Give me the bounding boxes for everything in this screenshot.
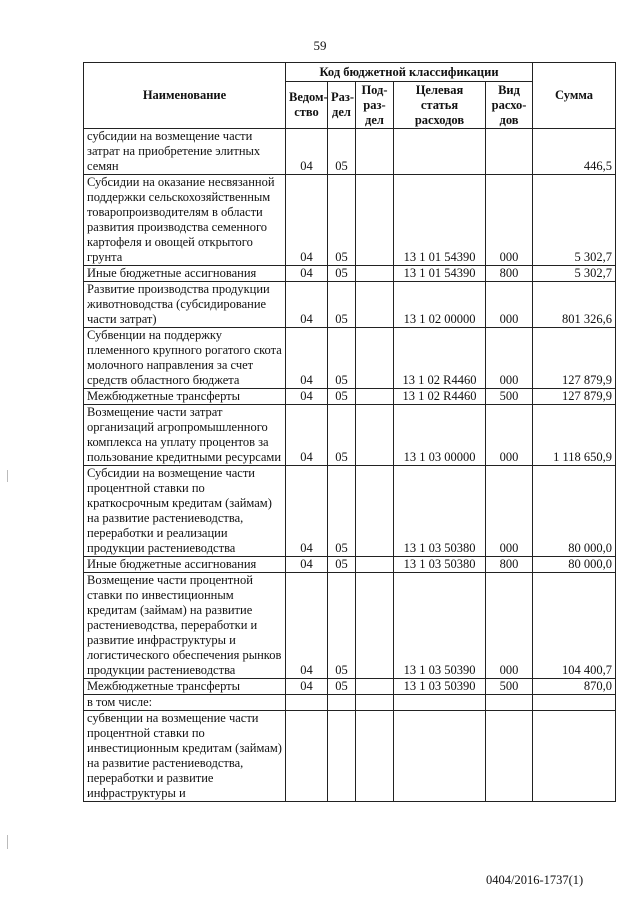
row-target-article: 13 1 02 00000 <box>394 282 486 328</box>
row-sum: 5 302,7 <box>533 266 616 282</box>
row-target-article: 13 1 03 50390 <box>394 679 486 695</box>
budget-table <box>83 62 616 802</box>
row-section: 05 <box>328 282 356 328</box>
row-subsection <box>356 466 394 557</box>
row-name: Субвенции на поддержку племенного крупного рогатого скота молочного направления за счет средств областного бюджета <box>84 328 286 389</box>
row-expense-type: 000 <box>486 405 533 466</box>
row-subsection <box>356 129 394 175</box>
table-row <box>84 389 616 405</box>
row-sum: 104 400,7 <box>533 573 616 679</box>
row-sum: 127 879,9 <box>533 389 616 405</box>
row-subsection <box>356 573 394 679</box>
table-row <box>84 266 616 282</box>
row-department: 04 <box>286 175 328 266</box>
row-name: Иные бюджетные ассигнования <box>84 557 286 573</box>
header-subsection: Под-раз-дел <box>356 82 394 129</box>
row-section <box>328 711 356 802</box>
row-target-article: 13 1 02 R4460 <box>394 389 486 405</box>
table-row <box>84 466 616 557</box>
row-target-article: 13 1 01 54390 <box>394 266 486 282</box>
row-subsection <box>356 695 394 711</box>
row-department: 04 <box>286 266 328 282</box>
row-target-article: 13 1 03 50380 <box>394 466 486 557</box>
header-sum: Сумма <box>533 63 616 129</box>
header-target-article: Целевая статья расходов <box>394 82 486 129</box>
header-expense-type: Вид расхо-дов <box>486 82 533 129</box>
header-department: Ведом-ство <box>286 82 328 129</box>
document-code: 0404/2016-1737(1) <box>486 873 584 887</box>
row-subsection <box>356 266 394 282</box>
row-expense-type: 500 <box>486 389 533 405</box>
row-name: Развитие производства продукции животноводства (субсидирование части затрат) <box>84 282 286 328</box>
row-sum: 870,0 <box>533 679 616 695</box>
row-expense-type: 000 <box>486 328 533 389</box>
row-section: 05 <box>328 129 356 175</box>
header-section: Раз-дел <box>328 82 356 129</box>
table-row <box>84 175 616 266</box>
row-expense-type: 000 <box>486 175 533 266</box>
page-number: 59 <box>313 38 327 53</box>
row-target-article <box>394 129 486 175</box>
table-row <box>84 328 616 389</box>
header-name: Наименование <box>84 63 286 129</box>
row-section: 05 <box>328 466 356 557</box>
row-department: 04 <box>286 389 328 405</box>
row-sum: 446,5 <box>533 129 616 175</box>
row-department: 04 <box>286 328 328 389</box>
row-name: Возмещение части процентной ставки по инвестиционным кредитам (займам) на развитие растениеводства, переработки и развитие инфраструктуры и логистического обеспечения рынков продукции растениеводства <box>84 573 286 679</box>
row-sum: 5 302,7 <box>533 175 616 266</box>
row-subsection <box>356 711 394 802</box>
row-expense-type <box>486 129 533 175</box>
row-name: Субсидии на возмещение части процентной ставки по краткосрочным кредитам (займам) на развитие растениеводства, переработки и реализации продукции растениеводства <box>84 466 286 557</box>
row-expense-type: 000 <box>486 282 533 328</box>
margin-mark <box>7 470 8 482</box>
row-department <box>286 711 328 802</box>
row-name: Межбюджетные трансферты <box>84 389 286 405</box>
row-section: 05 <box>328 557 356 573</box>
table-row <box>84 679 616 695</box>
row-section: 05 <box>328 573 356 679</box>
row-name: в том числе: <box>84 695 286 711</box>
row-name: Субсидии на оказание несвязанной поддержки сельскохозяйственным товаропроизводителям в области развития производства семенного картофеля и овощей открытого грунта <box>84 175 286 266</box>
row-subsection <box>356 405 394 466</box>
row-sum: 1 118 650,9 <box>533 405 616 466</box>
row-expense-type: 000 <box>486 573 533 679</box>
row-target-article: 13 1 01 54390 <box>394 175 486 266</box>
table-row <box>84 711 616 802</box>
row-department: 04 <box>286 557 328 573</box>
row-subsection <box>356 389 394 405</box>
row-target-article: 13 1 03 50390 <box>394 573 486 679</box>
table-row <box>84 573 616 679</box>
row-name: Иные бюджетные ассигнования <box>84 266 286 282</box>
row-section <box>328 695 356 711</box>
row-name: Межбюджетные трансферты <box>84 679 286 695</box>
row-expense-type <box>486 695 533 711</box>
row-section: 05 <box>328 175 356 266</box>
row-target-article: 13 1 03 00000 <box>394 405 486 466</box>
row-name: субсидии на возмещение части затрат на приобретение элитных семян <box>84 129 286 175</box>
row-expense-type: 800 <box>486 557 533 573</box>
row-expense-type <box>486 711 533 802</box>
row-section: 05 <box>328 679 356 695</box>
table-row <box>84 129 616 175</box>
row-subsection <box>356 679 394 695</box>
row-subsection <box>356 328 394 389</box>
row-target-article <box>394 711 486 802</box>
row-sum <box>533 695 616 711</box>
row-department: 04 <box>286 282 328 328</box>
table-row <box>84 557 616 573</box>
row-expense-type: 000 <box>486 466 533 557</box>
row-subsection <box>356 282 394 328</box>
row-name: субвенции на возмещение части процентной ставки по инвестиционным кредитам (займам) на развитие растениеводства, переработки и развитие инфраструктуры и <box>84 711 286 802</box>
row-department: 04 <box>286 466 328 557</box>
row-sum: 127 879,9 <box>533 328 616 389</box>
row-sum: 801 326,6 <box>533 282 616 328</box>
header-classification-code: Код бюджетной классификации <box>286 63 533 82</box>
row-department: 04 <box>286 573 328 679</box>
row-section: 05 <box>328 328 356 389</box>
table-row <box>84 282 616 328</box>
margin-mark <box>7 835 8 849</box>
row-sum <box>533 711 616 802</box>
row-name: Возмещение части затрат организаций агропромышленного комплекса на уплату процентов за пользование кредитными ресурсами <box>84 405 286 466</box>
row-sum: 80 000,0 <box>533 466 616 557</box>
row-section: 05 <box>328 405 356 466</box>
row-department: 04 <box>286 129 328 175</box>
row-department <box>286 695 328 711</box>
table-row <box>84 695 616 711</box>
table-row <box>84 405 616 466</box>
row-subsection <box>356 557 394 573</box>
row-sum: 80 000,0 <box>533 557 616 573</box>
row-target-article: 13 1 03 50380 <box>394 557 486 573</box>
row-target-article: 13 1 02 R4460 <box>394 328 486 389</box>
row-department: 04 <box>286 679 328 695</box>
row-expense-type: 800 <box>486 266 533 282</box>
row-expense-type: 500 <box>486 679 533 695</box>
row-section: 05 <box>328 389 356 405</box>
row-department: 04 <box>286 405 328 466</box>
row-target-article <box>394 695 486 711</box>
row-section: 05 <box>328 266 356 282</box>
row-subsection <box>356 175 394 266</box>
